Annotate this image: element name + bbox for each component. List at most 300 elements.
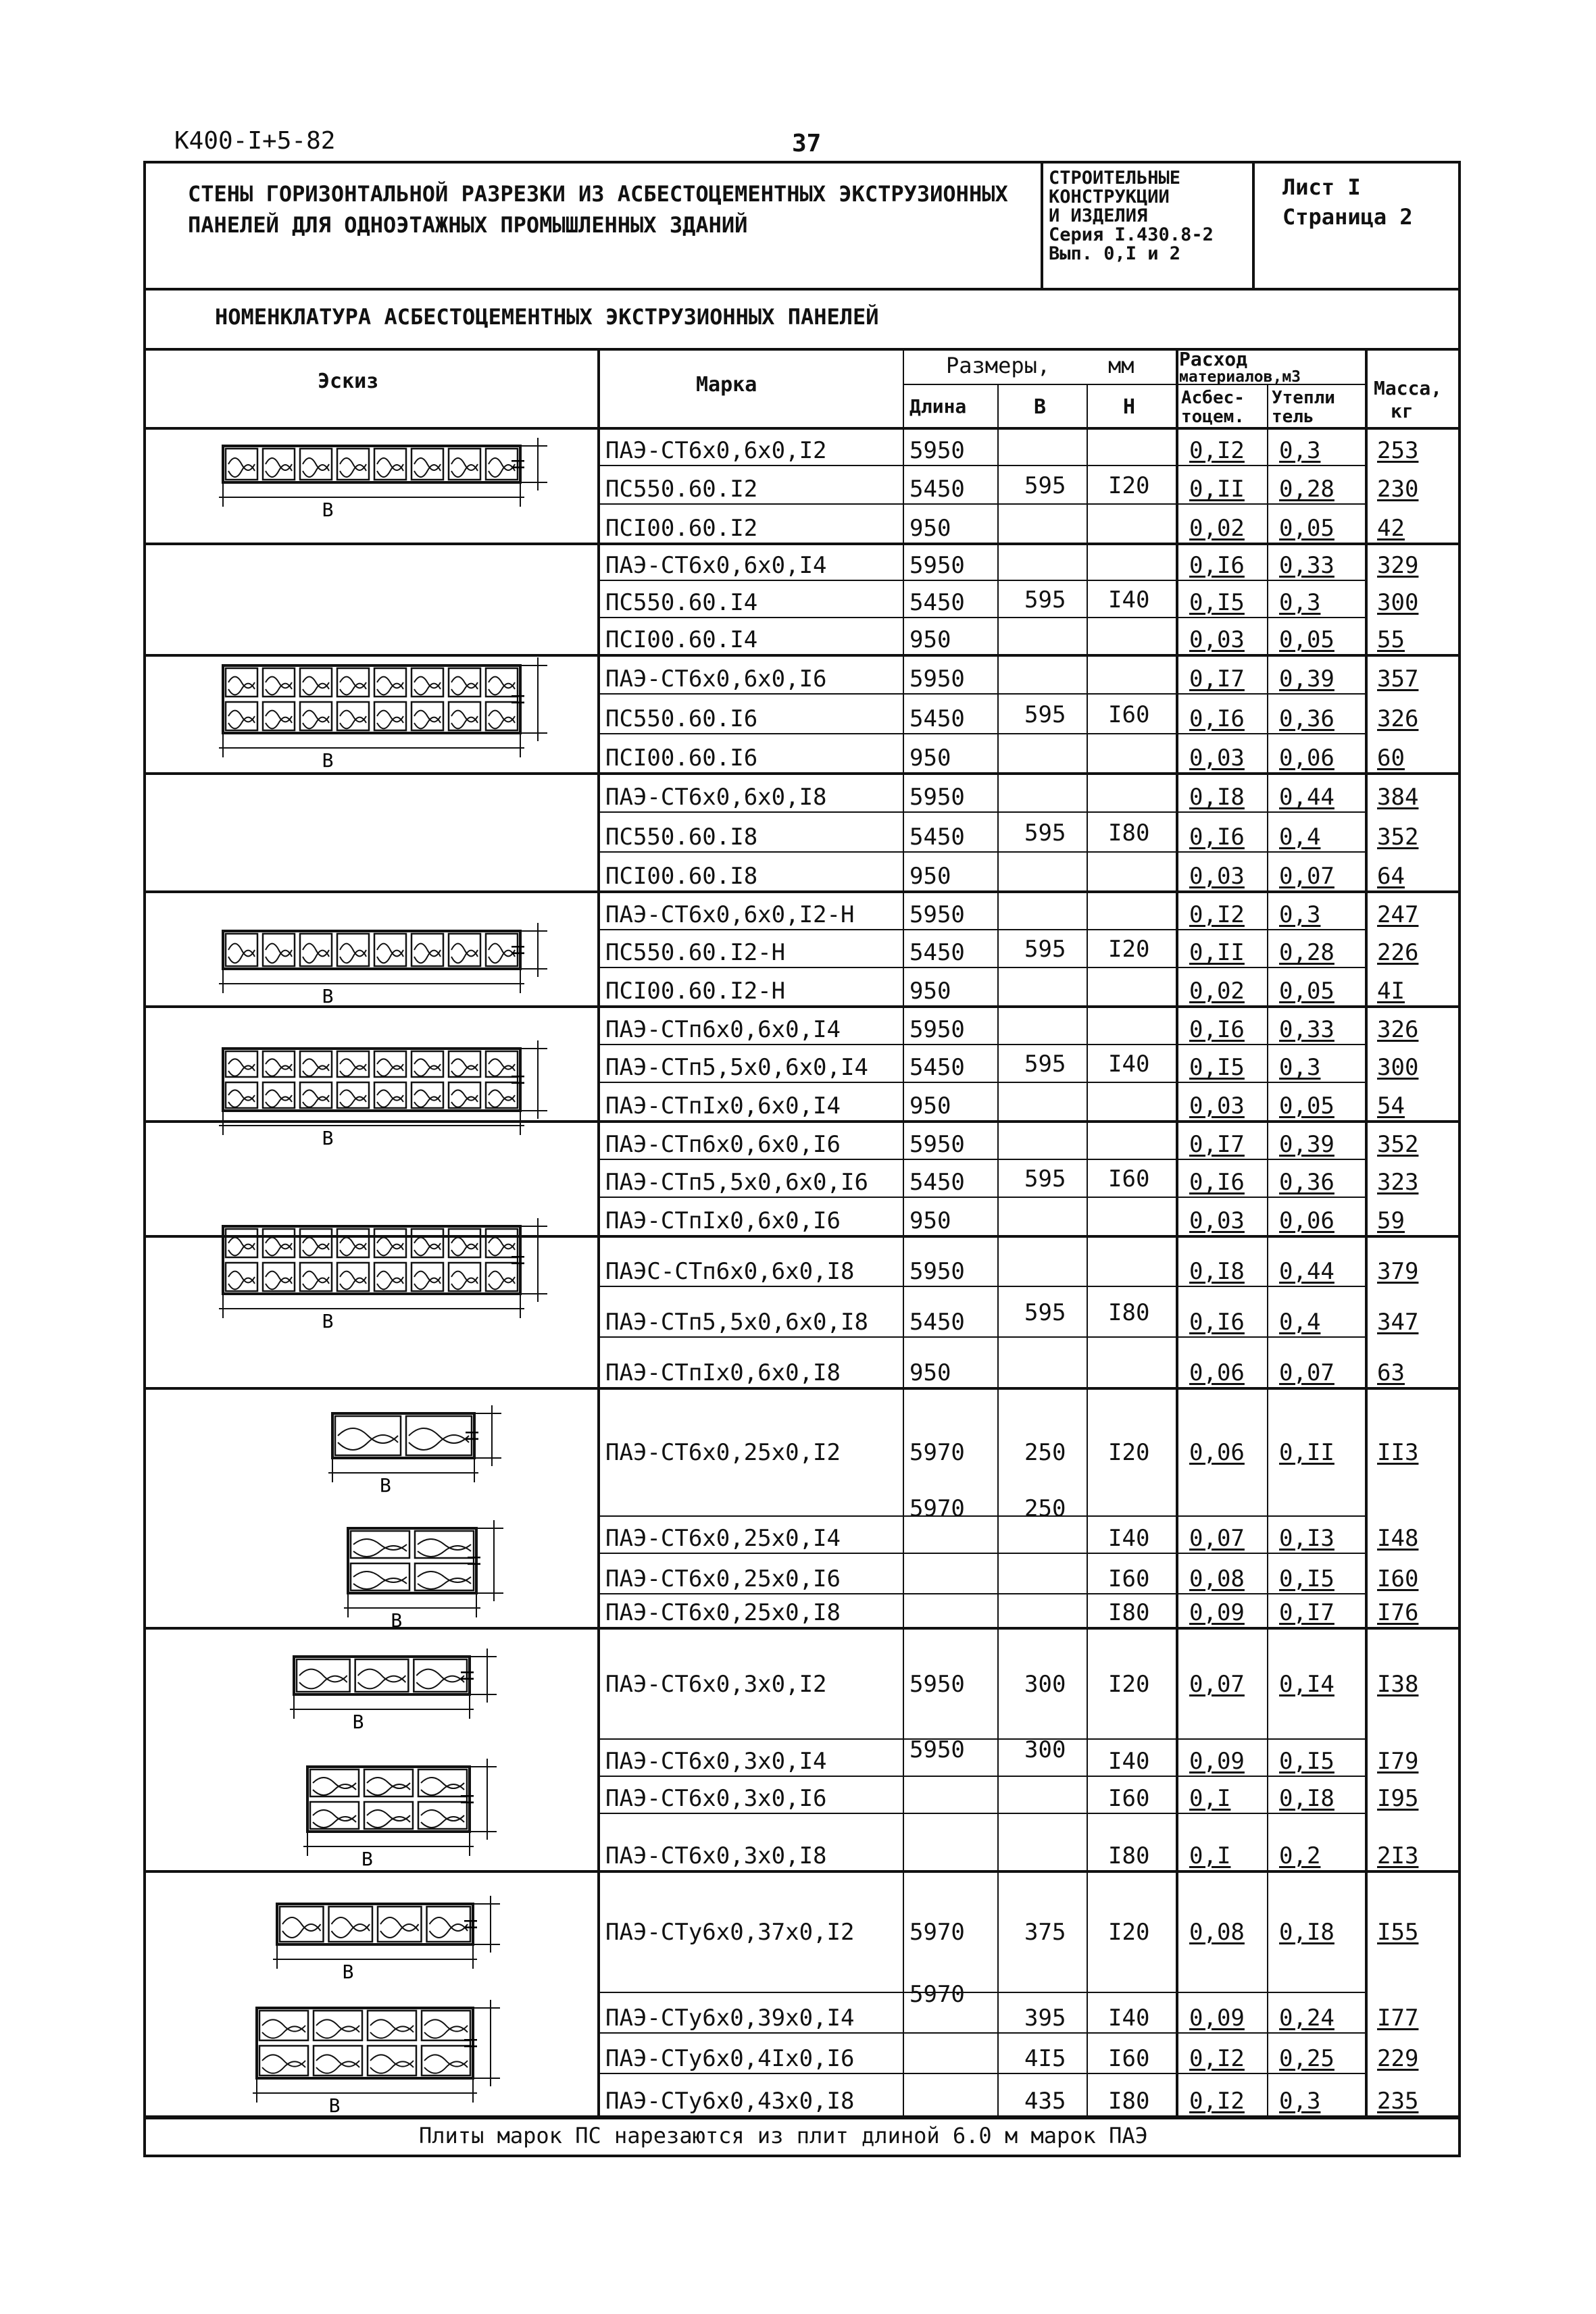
sketch-double-140-insulation xyxy=(377,677,403,688)
sketch-single-120-h-insulation xyxy=(377,951,403,963)
sketch-single-120-insulation xyxy=(414,465,441,477)
sketch-double-p160-insulation xyxy=(228,1244,255,1256)
row-insulation: 0,44 xyxy=(1279,784,1335,811)
row-h: I20 xyxy=(1108,1439,1150,1466)
row-mass: 379 xyxy=(1377,1258,1419,1285)
header-insulation-2: тель xyxy=(1272,407,1314,427)
sketch-double-140-insulation xyxy=(228,684,255,695)
row-mass: 357 xyxy=(1377,665,1419,693)
sketch-narrow-300-2-insulation xyxy=(313,1817,356,1828)
sketch-single-120-h-insulation xyxy=(414,951,441,963)
sketch-double-p160-insulation xyxy=(340,1238,366,1249)
sketch-double-140-insulation xyxy=(414,711,441,722)
sketch-double-p-insulation xyxy=(489,1059,515,1069)
sketch-narrow-300-2-insulation xyxy=(313,1784,356,1795)
sketch-double-p160-insulation xyxy=(228,1278,255,1290)
header-consumption: Расход xyxy=(1179,348,1248,370)
row-mark: ПАЭ-СТпIх0,6х0,I4 xyxy=(605,1092,841,1120)
row-b: 4I5 xyxy=(1024,2045,1066,2072)
row-mark: ПАЭ-СТ6х0,25х0,I8 xyxy=(605,1599,841,1626)
row-mark: ПАЭ-СТп5,5х0,6х0,I8 xyxy=(605,1309,868,1336)
sketch-double-p-insulation xyxy=(303,1059,329,1069)
row-length: 950 xyxy=(909,1092,951,1120)
sketch-double-p160-insulation xyxy=(414,1278,441,1290)
row-mass: I76 xyxy=(1377,1599,1419,1626)
row-h: I40 xyxy=(1108,1525,1150,1552)
sketch-double-140-insulation xyxy=(489,718,515,729)
sketch-double-p-insulation xyxy=(303,1097,329,1107)
sketch-single-120-insulation xyxy=(228,465,255,477)
row-mass: 347 xyxy=(1377,1309,1419,1336)
row-mark: ПАЭС-СТп6х0,6х0,I8 xyxy=(605,1258,855,1285)
sketch-double-p160-insulation xyxy=(303,1272,329,1283)
row-mark: ПС550.60.I2-Н xyxy=(605,939,786,967)
row-mass: 230 xyxy=(1377,476,1419,503)
sketch-double-140-insulation xyxy=(340,718,366,729)
group-h: I80 xyxy=(1108,1299,1150,1326)
header-h: Н xyxy=(1123,395,1136,419)
row-asbestos: 0,I7 xyxy=(1189,665,1245,693)
sketch-double-p-insulation xyxy=(266,1059,292,1069)
header-mm: мм xyxy=(1108,353,1134,378)
header-mass-unit: кг xyxy=(1391,400,1414,422)
group-b: 595 xyxy=(1024,1051,1066,1078)
sketch-double-p-insulation xyxy=(489,1090,515,1100)
header-b: В xyxy=(1034,395,1047,419)
sketch-single-120-insulation xyxy=(340,458,366,470)
sketch-u-395-insulation xyxy=(370,2026,414,2038)
sketch-narrow-300-2-label-b: В xyxy=(361,1848,373,1870)
sketch-u-395-insulation xyxy=(316,2019,359,2031)
page-label: Страница 2 xyxy=(1282,204,1413,230)
group-b: 595 xyxy=(1024,472,1066,499)
row-h: I40 xyxy=(1108,2005,1150,2032)
row-insulation: 0,3 xyxy=(1279,1054,1321,1082)
sketch-single-120-insulation xyxy=(266,458,292,470)
sketch-narrow-300-2-insulation xyxy=(421,1810,464,1821)
row-asbestos: 0,07 xyxy=(1189,1670,1245,1698)
row-mass: 326 xyxy=(1377,1015,1419,1043)
row-mark: ПС550.60.I2 xyxy=(605,476,758,503)
row-asbestos: 0,07 xyxy=(1189,1525,1245,1552)
row-asbestos: 0,09 xyxy=(1189,1748,1245,1775)
row-mark: ПСI00.60.I2-Н xyxy=(605,978,786,1005)
row-mark: ПС550.60.I4 xyxy=(605,589,758,616)
row-mass: I55 xyxy=(1377,1919,1419,1946)
row-mark: ПАЭ-СТу6х0,43х0,I8 xyxy=(605,2088,855,2115)
sketch-double-140-insulation xyxy=(377,711,403,722)
sketch-double-p-insulation xyxy=(340,1097,366,1107)
row-insulation: 0,4 xyxy=(1279,823,1321,851)
row-b: 375 xyxy=(1024,1919,1066,1946)
row-insulation: 0,44 xyxy=(1279,1258,1335,1285)
row-mass: I38 xyxy=(1377,1670,1419,1698)
row-asbestos: 0,II xyxy=(1189,939,1245,967)
sketch-narrow-300-2-insulation xyxy=(421,1817,464,1828)
row-h: I60 xyxy=(1108,1785,1150,1812)
group-length: 5970 xyxy=(909,1494,965,1522)
sketch-double-140-insulation xyxy=(489,684,515,695)
row-mark: ПАЭ-СТ6х0,3х0,I8 xyxy=(605,1842,827,1869)
sketch-double-p160 xyxy=(223,1226,520,1294)
row-insulation: 0,3 xyxy=(1279,589,1321,616)
row-mark: ПАЭ-СТпIх0,6х0,I8 xyxy=(605,1359,841,1386)
sketch-double-140-insulation xyxy=(228,677,255,688)
sketch-double-p-insulation xyxy=(414,1097,441,1107)
sketch-double-p-insulation xyxy=(451,1097,478,1107)
row-asbestos: 0,I6 xyxy=(1189,1015,1245,1043)
row-mass: 64 xyxy=(1377,863,1405,890)
sketch-narrow-300-insulation xyxy=(416,1676,464,1689)
sketch-double-p-insulation xyxy=(377,1059,403,1069)
sketch-u-375 xyxy=(277,1904,473,1944)
sketch-double-p xyxy=(223,1049,520,1111)
sketch-double-p-insulation xyxy=(489,1097,515,1107)
section-title: НОМЕНКЛАТУРА АСБЕСТОЦЕМЕНТНЫХ ЭКСТРУЗИОННЫХ ПАНЕЛЕЙ xyxy=(215,304,879,330)
row-mass: 226 xyxy=(1377,939,1419,967)
row-length: 950 xyxy=(909,515,951,542)
row-insulation: 0,I8 xyxy=(1279,1785,1335,1812)
row-mass: 253 xyxy=(1377,436,1419,464)
sketch-double-140-insulation xyxy=(377,718,403,729)
row-insulation: 0,I5 xyxy=(1279,1565,1335,1592)
row-mass: 2I3 xyxy=(1377,1842,1419,1869)
sketch-u-395 xyxy=(257,2008,473,2078)
row-mark: ПАЭ-СТ6х0,6х0,I4 xyxy=(605,552,827,579)
row-insulation: 0,05 xyxy=(1279,978,1335,1005)
sketch-u-375-insulation xyxy=(332,1924,370,1938)
row-mark: ПАЭ-СТ6х0,6х0,I2 xyxy=(605,436,827,464)
row-mark: ПАЭ-СТ6х0,25х0,I4 xyxy=(605,1525,841,1552)
row-length: 950 xyxy=(909,978,951,1005)
row-insulation: 0,I4 xyxy=(1279,1670,1335,1698)
sketch-double-p-insulation xyxy=(228,1059,255,1069)
row-length: 5950 xyxy=(909,1130,965,1158)
sketch-u-395-insulation xyxy=(262,2026,305,2038)
row-insulation: 0,05 xyxy=(1279,1092,1335,1120)
row-asbestos: 0,I2 xyxy=(1189,2088,1245,2115)
row-insulation: 0,2 xyxy=(1279,1842,1321,1869)
row-mark: ПАЭ-СТп5,5х0,6х0,I6 xyxy=(605,1169,868,1197)
row-insulation: 0,3 xyxy=(1279,436,1321,464)
group-length: 5970 xyxy=(909,1980,965,2008)
row-asbestos: 0,II xyxy=(1189,476,1245,503)
sketch-double-p160-insulation xyxy=(451,1278,478,1290)
sketch-double-p-insulation xyxy=(414,1059,441,1069)
sketch-single-120-h-insulation xyxy=(228,944,255,957)
sketch-double-140-insulation xyxy=(303,718,329,729)
sketch-double-p-insulation xyxy=(414,1090,441,1100)
row-length: 5950 xyxy=(909,1670,965,1698)
row-asbestos: 0,I2 xyxy=(1189,2045,1245,2072)
sketch-double-p-insulation xyxy=(451,1059,478,1069)
row-asbestos: 0,I xyxy=(1189,1785,1231,1812)
row-length: 5970 xyxy=(909,1919,965,1946)
row-length: 5450 xyxy=(909,939,965,967)
sketch-double-p160-label-b: В xyxy=(322,1310,334,1332)
row-mark: ПСI00.60.I2 xyxy=(605,515,758,542)
group-b: 300 xyxy=(1024,1736,1066,1763)
row-insulation: 0,4 xyxy=(1279,1309,1321,1336)
row-asbestos: 0,I6 xyxy=(1189,1309,1245,1336)
sketch-double-p-insulation xyxy=(228,1097,255,1107)
sketch-double-140-insulation xyxy=(303,677,329,688)
sketch-double-140-insulation xyxy=(303,684,329,695)
group-b: 595 xyxy=(1024,1165,1066,1192)
row-mark: ПАЭ-СТп5,5х0,6х0,I4 xyxy=(605,1054,868,1082)
sketch-narrow-250-2-insulation xyxy=(353,1571,407,1582)
sketch-u-395-insulation xyxy=(424,2019,468,2031)
row-asbestos: 0,03 xyxy=(1189,745,1245,772)
row-mark: ПАЭ-СТп6х0,6х0,I6 xyxy=(605,1130,841,1158)
sketch-double-p160-insulation xyxy=(266,1272,292,1283)
sketch-double-140-label-b: В xyxy=(322,749,334,772)
footer-note: Плиты марок ПС нарезаются из плит длиной 6.0 м марок ПАЭ xyxy=(419,2123,1148,2148)
row-asbestos: 0,09 xyxy=(1189,1599,1245,1626)
sketch-double-p-insulation xyxy=(303,1090,329,1100)
row-b: 395 xyxy=(1024,2005,1066,2032)
header-asbestos-2: тоцем. xyxy=(1181,407,1245,427)
sketch-single-120-h-insulation xyxy=(303,944,329,957)
sketch-double-140-insulation xyxy=(228,711,255,722)
row-mass: 63 xyxy=(1377,1359,1405,1386)
row-mark: ПСI00.60.I4 xyxy=(605,626,758,653)
group-h: I40 xyxy=(1108,1051,1150,1078)
sketch-narrow-250-label-b: В xyxy=(380,1474,391,1496)
row-mass: 42 xyxy=(1377,515,1405,542)
row-h: I60 xyxy=(1108,2045,1150,2072)
group-length: 5950 xyxy=(909,1736,965,1763)
row-asbestos: 0,I xyxy=(1189,1842,1231,1869)
sketch-narrow-300-2-insulation xyxy=(313,1810,356,1821)
sketch-double-p160-insulation xyxy=(303,1238,329,1249)
row-mass: 300 xyxy=(1377,589,1419,616)
row-asbestos: 0,03 xyxy=(1189,626,1245,653)
row-mark: ПАЭ-СТу6х0,4Iх0,I6 xyxy=(605,2045,855,2072)
row-mark: ПАЭ-СТу6х0,39х0,I4 xyxy=(605,2005,855,2032)
group-b: 595 xyxy=(1024,1299,1066,1326)
sketch-single-120-h-insulation xyxy=(451,951,478,963)
sketch-single-120-h-insulation xyxy=(266,944,292,957)
row-h: I80 xyxy=(1108,2088,1150,2115)
sketch-narrow-250-2-insulation xyxy=(353,1546,407,1557)
sketch-narrow-300-2-insulation xyxy=(421,1784,464,1795)
row-mass: I79 xyxy=(1377,1748,1419,1775)
sketch-double-140-insulation xyxy=(266,684,292,695)
sketch-u-395-insulation xyxy=(424,2055,468,2066)
row-insulation: 0,33 xyxy=(1279,552,1335,579)
row-asbestos: 0,I8 xyxy=(1189,784,1245,811)
sketch-u-375-label-h: Н xyxy=(462,1919,482,1930)
row-length: 5950 xyxy=(909,1015,965,1043)
row-asbestos: 0,I2 xyxy=(1189,901,1245,928)
group-h: I20 xyxy=(1108,936,1150,963)
sketch-single-120-insulation xyxy=(340,465,366,477)
sketch-u-395-insulation xyxy=(316,2026,359,2038)
row-insulation: 0,39 xyxy=(1279,665,1335,693)
row-length: 5450 xyxy=(909,589,965,616)
sketch-narrow-300-2-insulation xyxy=(421,1778,464,1788)
row-mark: ПС550.60.I8 xyxy=(605,823,758,851)
row-length: 950 xyxy=(909,745,951,772)
sketch-double-p160-insulation xyxy=(266,1238,292,1249)
sketch-narrow-250-label-h: Н xyxy=(463,1430,483,1441)
sketch-narrow-250-2-label-b: В xyxy=(391,1609,403,1632)
group-b: 595 xyxy=(1024,586,1066,613)
row-insulation: 0,07 xyxy=(1279,1359,1335,1386)
sketch-double-p160-insulation xyxy=(489,1238,515,1249)
row-mass: 54 xyxy=(1377,1092,1405,1120)
sketch-double-p160-insulation xyxy=(489,1272,515,1283)
sketch-double-p-insulation xyxy=(451,1065,478,1076)
header-mass: Масса, xyxy=(1374,377,1443,399)
row-length: 5450 xyxy=(909,1309,965,1336)
sketch-single-120-h-insulation xyxy=(303,951,329,963)
row-asbestos: 0,03 xyxy=(1189,1092,1245,1120)
row-asbestos: 0,I2 xyxy=(1189,436,1245,464)
row-insulation: 0,I5 xyxy=(1279,1748,1335,1775)
row-insulation: 0,28 xyxy=(1279,939,1335,967)
row-asbestos: 0,I5 xyxy=(1189,1054,1245,1082)
row-mark: ПАЭ-СТп6х0,6х0,I4 xyxy=(605,1015,841,1043)
row-insulation: 0,I3 xyxy=(1279,1525,1335,1552)
sketch-double-p160-insulation xyxy=(340,1272,366,1283)
row-h: I80 xyxy=(1108,1842,1150,1869)
sketch-double-p-insulation xyxy=(340,1090,366,1100)
row-mass: I48 xyxy=(1377,1525,1419,1552)
row-b: 300 xyxy=(1024,1670,1066,1698)
sketch-double-p-insulation xyxy=(377,1065,403,1076)
sketch-narrow-300-insulation xyxy=(416,1669,464,1682)
sketch-single-120-insulation xyxy=(303,458,329,470)
group-b: 595 xyxy=(1024,819,1066,847)
sketch-narrow-300-2-insulation xyxy=(367,1778,410,1788)
sketch-double-140-insulation xyxy=(451,684,478,695)
row-mass: 59 xyxy=(1377,1207,1405,1234)
row-mass: 247 xyxy=(1377,901,1419,928)
row-asbestos: 0,02 xyxy=(1189,978,1245,1005)
sketch-narrow-300-2-insulation xyxy=(313,1778,356,1788)
sketch-single-120 xyxy=(223,446,520,482)
sketch-single-120-h-insulation xyxy=(340,951,366,963)
sketch-double-p160-insulation xyxy=(228,1272,255,1283)
title-line-1: СТЕНЫ ГОРИЗОНТАЛЬНОЙ РАЗРЕЗКИ ИЗ АСБЕСТОЦЕМЕНТНЫХ ЭКСТРУЗИОННЫХ xyxy=(188,181,1008,207)
row-mass: I77 xyxy=(1377,2005,1419,2032)
row-asbestos: 0,09 xyxy=(1189,2005,1245,2032)
sketch-single-120-insulation xyxy=(266,465,292,477)
row-length: 5450 xyxy=(909,823,965,851)
sketch-single-120-h-label-h: Н xyxy=(509,945,529,955)
row-insulation: 0,06 xyxy=(1279,1207,1335,1234)
row-length: 5950 xyxy=(909,436,965,464)
row-insulation: 0,25 xyxy=(1279,2045,1335,2072)
row-length: 5950 xyxy=(909,901,965,928)
sketch-double-140-insulation xyxy=(340,684,366,695)
row-h: I80 xyxy=(1108,1599,1150,1626)
group-h: I20 xyxy=(1108,472,1150,499)
header-mark: Марка xyxy=(696,373,757,397)
sketch-u-395-insulation xyxy=(262,2055,305,2066)
sketch-narrow-300-2-label-h: Н xyxy=(458,1794,478,1805)
sketch-double-p160-insulation xyxy=(303,1244,329,1256)
stamp-line: И ИЗДЕЛИЯ xyxy=(1049,205,1148,226)
sketch-single-120-label-b: В xyxy=(322,499,334,521)
sketch-narrow-250-2-insulation xyxy=(353,1578,407,1589)
sketch-narrow-300-label-h: Н xyxy=(458,1670,478,1681)
header-asbestos: Асбес- xyxy=(1181,388,1245,408)
row-insulation: 0,3 xyxy=(1279,2088,1321,2115)
sketch-narrow-300-2-insulation xyxy=(367,1810,410,1821)
sketch-u-395-insulation xyxy=(424,2061,468,2073)
stamp-line: КОНСТРУКЦИИ xyxy=(1049,186,1170,207)
sketch-u-395-insulation xyxy=(316,2061,359,2073)
sketch-narrow-250-2 xyxy=(348,1528,476,1593)
sketch-u-375-insulation xyxy=(282,1917,321,1931)
row-length: 5450 xyxy=(909,705,965,732)
sketch-u-395-insulation xyxy=(370,2019,414,2031)
sketch-double-140 xyxy=(223,665,520,733)
sketch-narrow-300-2-insulation xyxy=(367,1817,410,1828)
sketch-narrow-250-2-label-h: Н xyxy=(465,1555,485,1566)
sketch-u-375-insulation xyxy=(332,1917,370,1931)
row-mark: ПАЭ-СТ6х0,25х0,I2 xyxy=(605,1439,841,1466)
sketch-single-120-insulation xyxy=(377,458,403,470)
sketch-u-395-insulation xyxy=(370,2061,414,2073)
header-consumption-2: материалов,м3 xyxy=(1179,368,1301,386)
sketch-double-140-insulation xyxy=(414,684,441,695)
sketch-narrow-250-2-insulation xyxy=(353,1539,407,1550)
row-asbestos: 0,03 xyxy=(1189,863,1245,890)
sketch-double-p160-insulation xyxy=(377,1272,403,1283)
row-h: I60 xyxy=(1108,1565,1150,1592)
sketch-single-120-insulation xyxy=(228,458,255,470)
row-insulation: 0,05 xyxy=(1279,626,1335,653)
sketch-u-395-label-h: Н xyxy=(462,2038,482,2048)
row-insulation: 0,06 xyxy=(1279,745,1335,772)
row-asbestos: 0,I6 xyxy=(1189,552,1245,579)
sketch-double-140-insulation xyxy=(303,711,329,722)
row-asbestos: 0,08 xyxy=(1189,1565,1245,1592)
row-b: 250 xyxy=(1024,1439,1066,1466)
row-mark: ПС550.60.I6 xyxy=(605,705,758,732)
row-mass: I95 xyxy=(1377,1785,1419,1812)
sketch-u-375-label-b: В xyxy=(342,1961,354,1983)
sketch-double-140-insulation xyxy=(228,718,255,729)
sketch-narrow-300-insulation xyxy=(358,1676,406,1689)
row-asbestos: 0,06 xyxy=(1189,1439,1245,1466)
row-length: 5970 xyxy=(909,1439,965,1466)
row-b: 435 xyxy=(1024,2088,1066,2115)
row-length: 5950 xyxy=(909,552,965,579)
sketch-single-120-insulation xyxy=(303,465,329,477)
row-insulation: 0,I7 xyxy=(1279,1599,1335,1626)
row-asbestos: 0,02 xyxy=(1189,515,1245,542)
sketch-double-p-insulation xyxy=(340,1065,366,1076)
sketch-double-140-insulation xyxy=(266,718,292,729)
sketch-double-p160-label-h: Н xyxy=(509,1255,529,1265)
sketch-double-140-insulation xyxy=(414,677,441,688)
sketch-double-p-insulation xyxy=(414,1065,441,1076)
group-h: I80 xyxy=(1108,819,1150,847)
row-mass: I60 xyxy=(1377,1565,1419,1592)
sketch-double-p-label-h: Н xyxy=(509,1074,529,1085)
group-b: 595 xyxy=(1024,701,1066,728)
row-insulation: 0,07 xyxy=(1279,863,1335,890)
sketch-double-p160-insulation xyxy=(340,1244,366,1256)
row-h: I20 xyxy=(1108,1670,1150,1698)
sketch-double-p160-insulation xyxy=(377,1278,403,1290)
row-mark: ПСI00.60.I6 xyxy=(605,745,758,772)
